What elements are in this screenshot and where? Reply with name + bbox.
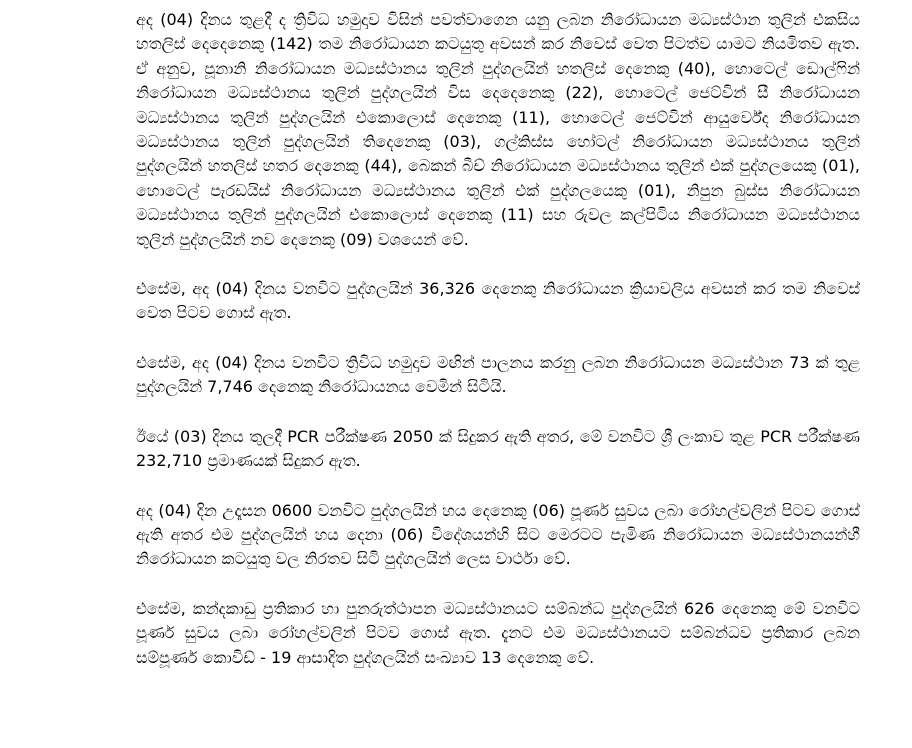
paragraph-text: එසේම, කන්දකාඩු ප්‍රතිකාර හා පුනරුත්ථාපන මධ්‍යස්ථානයට සම්බන්ධ පුද්ගලයින් 626 දෙනෙකු මේ වනවිට පූර්ණ සුවය ලබා රෝහල්වලින් පිටව ගොස් ඇත. දැනට එම මධ්‍යස්ථානයට සම්බන්ධව ප්‍රතිකාර ලබන සම්පූර්ණ කොවිඩ් - 19 ආසාදිත පුද්ගලයින් සංඛ්‍යාව 13 දෙනෙකු වේ. — [136, 598, 860, 667]
paragraph-text: එසේම, අද (04) දිනය වනවිට ත්‍රිවිධ හමුදාව මඟින් පාලනය කරනු ලබන නිරෝධායන මධ්‍යස්ථාන 73 ක් තුළ පුද්ගලයින් 7,746 දෙනෙකු නිරෝධායනය වෙමින් සිටියි. — [136, 352, 860, 397]
paragraph-text: අද (04) දිනය තුළදී ද ත්‍රිවිධ හමුදාව විසින් පවත්වාගෙන යනු ලබන නිරෝධායන මධ්‍යස්ථාන තුලින් එකසිය හතලිස් දෙදෙනෙකු (142) තම නිරෝධායන කටයුතු අවසන් කර නිවෙස් වෙත පිටත්ව යාමට නියමිතව ඇත. ඒ අනුව, පූනානි නිරෝධායන මධ්‍යස්ථානය තුලින් පුද්ගලයින් හතලිස් දෙනෙකු (40), හොටෙල් ඩොල්ෆින් නිරෝධායන මධ්‍යස්ථානය තුලින් පුද්ගලයින් විස දෙදෙනෙකු (22), හොටෙල් ජෙට්වින් සී නිරෝධායන මධ්‍යස්ථානය තුලින් පුද්ගලයින් එකොලොස් දෙනෙකු (11), හොටෙල් ජෙට්වින් ආයුර්වේද නිරෝධායන මධ්‍යස්ථානය තුලින් පුද්ගලයින් තිදෙනෙකු (03), ගල්කිස්ස හෝටල් නිරෝධායන මධ්‍යස්ථානය තුලින් පුද්ගලයින් හතලිස් හතර දෙනෙකු (44), බෙකන් බීච් නිරෝධායන මධ්‍යස්ථානය තුලින් එක් පුද්ගලයෙකු (01), හොටෙල් පැරඩයිස් නිරෝධායන මධ්‍යස්ථානය තුලින් එක් පුද්ගලයෙකු (01), නිපුන බුස්ස නිරෝධායන මධ්‍යස්ථානය තුලින් පුද්ගලයින් එකොලොස් දෙනෙකු (11) සහ රුවල කල්පිටිය නිරෝධායන මධ්‍යස්ථානය තුලින් පුද්ගලයින් නව දෙනෙකු (09) වශයෙන් වේ. — [136, 10, 860, 249]
paragraph-quarantine-release — [136, 8, 860, 252]
paragraph-recoveries — [136, 499, 860, 572]
paragraph-text: අද (04) දින උදෑසන 0600 වනවිට පුද්ගලයින් හය දෙනෙකු (06) පූර්ණ සුවය ලබා රෝහල්වලින් පිටව ගොස් ඇති අතර එම පුද්ගලයින් හය දෙනා (06) විදේශයන්හි සිට මෙරටට පැමිණ නිරෝධායන මධ්‍යස්ථානයන්හී නිරෝධායන කටයුතු වල නිරතව සිටි පුද්ගලයින් ලෙස වාර්ථා වේ. — [136, 500, 860, 569]
document-body — [136, 8, 860, 670]
paragraph-text: එසේම, අද (04) දිනය වනවිට පුද්ගලයින් 36,326 දෙනෙකු නිරෝධායන ක්‍රියාවලිය අවසන් කර තම නිවෙස් වෙත පිටව ගොස් ඇත. — [136, 279, 860, 323]
paragraph-kandakadu — [136, 597, 860, 670]
paragraph-pcr-tests — [136, 425, 860, 474]
paragraph-text: ඊයේ (03) දිනය තුලදී PCR පරීක්ෂණ 2050 ක් සිදුකර ඇති අතර, මේ වනවිට ශ්‍රී ලංකාව තුළ PCR පරීක්ෂණ 232,710 ප්‍රමාණයක් සිදුකර ඇත. — [136, 426, 860, 471]
paragraph-current-quarantine — [136, 351, 860, 400]
paragraph-total-completed — [136, 277, 860, 326]
